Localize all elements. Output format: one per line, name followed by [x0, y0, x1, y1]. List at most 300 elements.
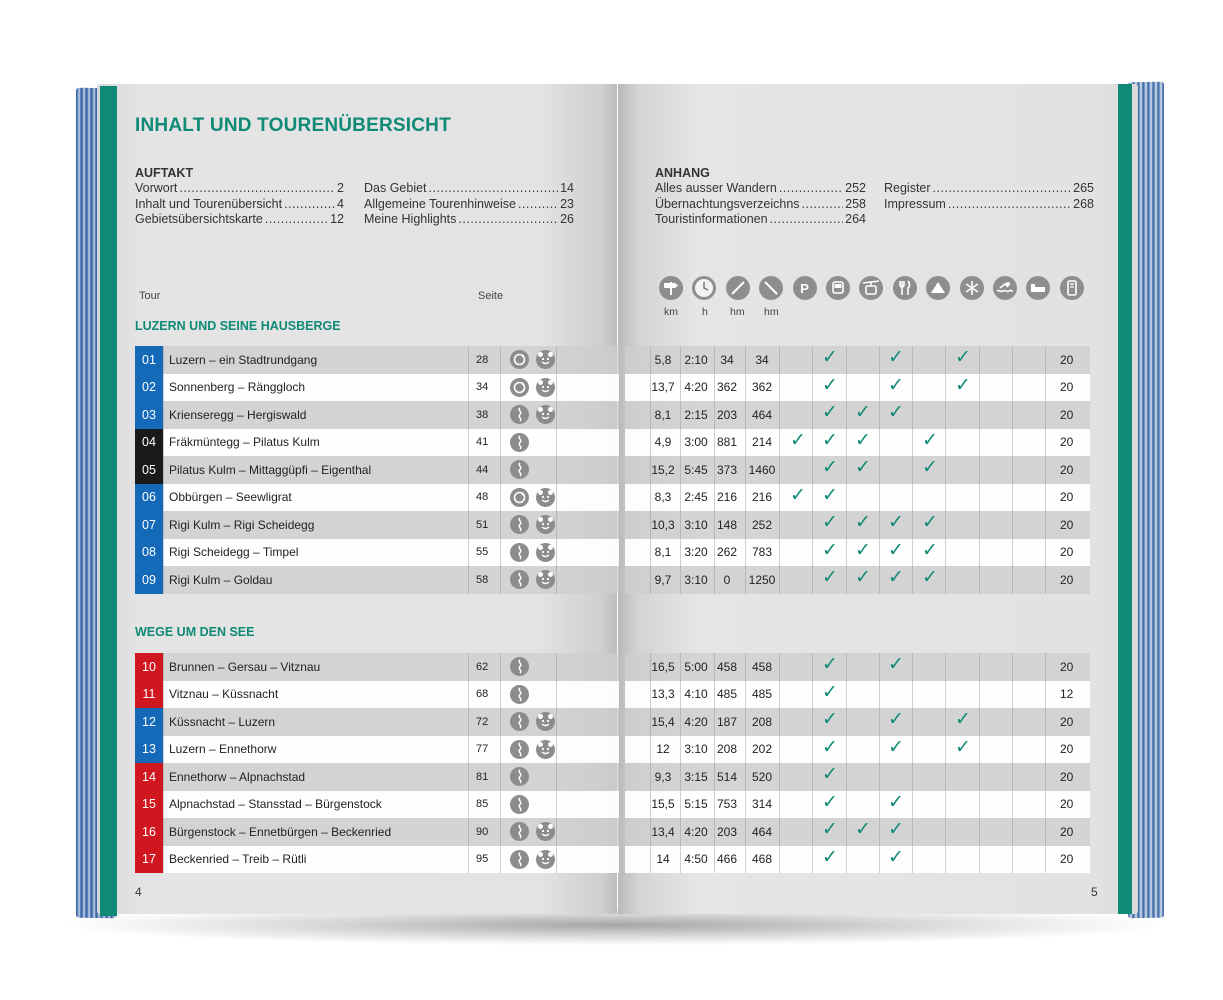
one-way-route-icon	[510, 515, 529, 534]
check-mark: ✓	[955, 736, 971, 758]
section-title-hausberge: LUZERN UND SEINE HAUSBERGE	[135, 319, 341, 333]
toc-entry-label: Register	[884, 181, 931, 195]
check-mark: ✓	[822, 512, 838, 533]
column-divider	[1012, 346, 1013, 594]
check-mark: ✓	[888, 347, 904, 368]
family-friendly-icon	[536, 378, 555, 397]
tour-km: 15,2	[651, 462, 675, 477]
tour-name: Obbürgen – Seewligrat	[169, 490, 292, 505]
round-trip-icon	[510, 488, 529, 507]
unit-km: km	[664, 306, 678, 318]
tour-down: 468	[751, 852, 773, 867]
tour-page: 38	[476, 408, 489, 421]
section-title-see: WEGE UM DEN SEE	[135, 625, 255, 639]
toc-leader-dots	[179, 181, 335, 197]
column-divider	[650, 653, 651, 873]
toc-entry-page: 14	[560, 181, 574, 195]
tour-name: Küssnacht – Luzern	[169, 714, 276, 729]
tour-km: 8,1	[654, 545, 672, 560]
toc-entry	[364, 197, 574, 213]
tour-page: 48	[476, 491, 489, 504]
one-way-route-icon	[510, 405, 529, 424]
column-divider	[1012, 653, 1013, 873]
one-way-route-icon	[510, 685, 529, 704]
tour-page: 44	[476, 463, 489, 476]
check-mark: ✓	[855, 512, 871, 533]
toc-entry-page: 265	[1073, 181, 1094, 195]
tour-km: 14	[656, 852, 670, 867]
column-divider	[812, 653, 813, 873]
check-mark: ✓	[822, 539, 838, 561]
column-divider	[945, 346, 946, 594]
tour-page: 55	[476, 546, 489, 559]
page-number-right: 5	[1091, 885, 1098, 899]
tour-h: 5:15	[684, 797, 708, 812]
tour-name: Luzern – ein Stadtrundgang	[169, 352, 318, 367]
check-mark: ✓	[822, 819, 838, 840]
swimming-icon	[993, 276, 1017, 300]
toc-leader-dots	[265, 212, 328, 228]
column-divider	[745, 653, 746, 873]
winter-icon	[960, 276, 984, 300]
column-divider	[846, 346, 847, 594]
tour-up: 148	[716, 517, 738, 532]
check-mark: ✓	[922, 512, 938, 533]
unit-descent: hm	[764, 306, 779, 318]
column-divider	[979, 346, 980, 594]
tour-km: 13,3	[651, 687, 675, 702]
toc-entry-page: 4	[337, 196, 344, 211]
tour-up: 0	[723, 572, 731, 587]
tour-down: 458	[751, 659, 773, 674]
tour-up: 187	[716, 714, 738, 729]
toc-entry	[884, 197, 1094, 213]
tour-down: 216	[751, 490, 773, 505]
column-divider	[879, 346, 880, 594]
column-divider	[945, 653, 946, 873]
tour-map-number: 20	[1060, 797, 1074, 812]
column-divider	[714, 653, 715, 873]
check-mark: ✓	[855, 457, 871, 478]
family-friendly-icon	[536, 515, 555, 534]
tour-km: 10,3	[651, 517, 675, 532]
tour-up: 262	[716, 545, 738, 560]
anhang-list-2	[884, 181, 1094, 212]
tour-page: 90	[476, 825, 489, 838]
toc-leader-dots	[458, 212, 558, 228]
tour-down: 214	[751, 435, 773, 450]
column-divider	[812, 346, 813, 594]
tour-h: 5:00	[684, 659, 708, 674]
column-divider	[468, 653, 469, 873]
toc-entry	[655, 212, 866, 228]
tour-up: 203	[716, 407, 738, 422]
toc-leader-dots	[802, 197, 844, 213]
tour-h: 5:45	[684, 462, 708, 477]
tour-km: 4,9	[654, 435, 672, 450]
check-mark: ✓	[822, 654, 838, 675]
column-divider	[556, 346, 557, 594]
tour-number-badge: 06	[135, 484, 163, 512]
tour-number-badge: 16	[135, 818, 163, 846]
tour-map-number: 20	[1060, 352, 1074, 367]
tour-h: 3:15	[684, 769, 708, 784]
tour-number-badge: 15	[135, 791, 163, 819]
tour-page: 85	[476, 798, 489, 811]
tour-name: Ennethorw – Alpnachstad	[169, 769, 306, 784]
tour-map-number: 20	[1060, 380, 1074, 395]
tour-number-badge: 07	[135, 511, 163, 539]
column-divider	[500, 653, 501, 873]
toc-entry-label: Vorwort	[135, 181, 178, 195]
tour-page: 72	[476, 715, 489, 728]
column-divider	[500, 346, 501, 594]
ascent-icon	[726, 276, 750, 300]
tour-name: Brunnen – Gersau – Vitznau	[169, 659, 321, 674]
tour-h: 2:15	[684, 407, 708, 422]
tour-up: 34	[720, 352, 734, 367]
tour-km: 5,8	[654, 352, 672, 367]
tour-h: 3:10	[684, 742, 708, 757]
tour-up: 216	[716, 490, 738, 505]
tour-page: 58	[476, 573, 489, 586]
toc-entry-page: 258	[845, 196, 866, 211]
check-mark: ✓	[888, 654, 904, 675]
tour-h: 3:10	[684, 517, 708, 532]
tour-down: 314	[751, 797, 773, 812]
one-way-route-icon	[510, 850, 529, 869]
check-mark: ✓	[888, 512, 904, 533]
tour-map-number: 20	[1060, 852, 1074, 867]
tour-up: 373	[716, 462, 738, 477]
check-mark: ✓	[888, 539, 904, 561]
one-way-route-icon	[510, 570, 529, 589]
toc-entry-label: Allgemeine Tourenhinweise	[364, 196, 516, 211]
tour-down: 464	[751, 824, 773, 839]
tour-up: 485	[716, 687, 738, 702]
check-mark: ✓	[822, 429, 838, 451]
toc-entry-label: Touristinformationen	[655, 212, 768, 226]
tour-up: 458	[716, 659, 738, 674]
tour-h: 3:00	[684, 435, 708, 450]
tour-number-badge: 09	[135, 566, 163, 594]
tour-name: Sonnenberg – Ränggloch	[169, 380, 306, 395]
tour-number-badge: 14	[135, 763, 163, 791]
column-divider	[1045, 653, 1046, 873]
check-mark: ✓	[888, 374, 904, 396]
toc-entry	[135, 181, 344, 197]
check-mark: ✓	[888, 846, 904, 868]
page-number-left: 4	[135, 885, 142, 899]
tour-km: 8,1	[654, 407, 672, 422]
toc-leader-dots	[933, 181, 1072, 197]
check-mark: ✓	[790, 484, 806, 506]
tour-page: 81	[476, 770, 489, 783]
column-divider	[650, 346, 651, 594]
tour-name: Rigi Kulm – Goldau	[169, 572, 273, 587]
signpost-icon	[659, 276, 683, 300]
round-trip-icon	[510, 350, 529, 369]
tour-down: 783	[751, 545, 773, 560]
check-mark: ✓	[955, 374, 971, 396]
check-mark: ✓	[922, 429, 938, 451]
check-mark: ✓	[855, 402, 871, 423]
check-mark: ✓	[822, 791, 838, 813]
tour-map-number: 20	[1060, 769, 1074, 784]
one-way-route-icon	[510, 433, 529, 452]
toc-entry-page: 268	[1073, 196, 1094, 211]
tour-name: Bürgenstock – Ennetbürgen – Beckenried	[169, 824, 392, 839]
check-mark: ✓	[822, 457, 838, 478]
tour-number-badge: 17	[135, 846, 163, 874]
check-mark: ✓	[822, 347, 838, 368]
tour-up: 753	[716, 797, 738, 812]
map-icon	[1060, 276, 1084, 300]
toc-leader-dots	[779, 181, 843, 197]
tour-name: Vitznau – Küssnacht	[169, 687, 279, 702]
tour-name: Pilatus Kulm – Mittaggüpfi – Eigenthal	[169, 462, 372, 477]
tour-down: 464	[751, 407, 773, 422]
column-divider	[163, 346, 164, 594]
toc-entry	[135, 197, 344, 213]
tour-up: 514	[716, 769, 738, 784]
tour-map-number: 20	[1060, 824, 1074, 839]
anhang-list-1	[655, 181, 866, 228]
page-title: INHALT UND TOURENÜBERSICHT	[135, 115, 451, 136]
tour-up: 203	[716, 824, 738, 839]
column-divider	[912, 653, 913, 873]
tour-map-number: 20	[1060, 462, 1074, 477]
column-divider	[879, 653, 880, 873]
tour-number-badge: 04	[135, 429, 163, 457]
family-friendly-icon	[536, 350, 555, 369]
check-mark: ✓	[822, 374, 838, 396]
toc-leader-dots	[429, 181, 559, 197]
bed-icon	[1026, 276, 1050, 300]
tour-map-number: 20	[1060, 407, 1074, 422]
check-mark: ✓	[822, 484, 838, 506]
tour-page: 62	[476, 660, 489, 673]
column-divider	[714, 346, 715, 594]
tour-name: Krienseregg – Hergiswald	[169, 407, 307, 422]
toc-entry-label: Alles ausser Wandern	[655, 181, 777, 195]
family-friendly-icon	[536, 488, 555, 507]
toc-entry	[135, 212, 344, 228]
tour-km: 9,7	[654, 572, 672, 587]
green-margin-bar-left	[100, 86, 117, 916]
tour-name: Beckenried – Treib – Rütli	[169, 852, 307, 867]
column-divider	[163, 653, 164, 873]
column-divider	[680, 653, 681, 873]
tour-km: 13,7	[651, 380, 675, 395]
toc-leader-dots	[518, 197, 558, 213]
family-friendly-icon	[536, 543, 555, 562]
toc-entry-label: Übernachtungsverzeichns	[655, 196, 800, 211]
column-divider	[745, 346, 746, 594]
tour-up: 208	[716, 742, 738, 757]
check-mark: ✓	[922, 567, 938, 588]
toc-entry	[884, 181, 1094, 197]
tour-h: 4:20	[684, 380, 708, 395]
check-mark: ✓	[822, 402, 838, 423]
family-friendly-icon	[536, 740, 555, 759]
toc-entry-label: Gebietsübersichtskarte	[135, 212, 263, 226]
tour-page: 77	[476, 743, 489, 756]
tour-number-badge: 05	[135, 456, 163, 484]
tour-number-badge: 12	[135, 708, 163, 736]
check-mark: ✓	[888, 819, 904, 840]
toc-leader-dots	[770, 212, 844, 228]
toc-entry-page: 264	[845, 212, 866, 226]
tour-map-number: 20	[1060, 659, 1074, 674]
restaurant-icon	[893, 276, 917, 300]
tour-name: Rigi Kulm – Rigi Scheidegg	[169, 517, 315, 532]
tour-km: 9,3	[654, 769, 672, 784]
tour-down: 34	[755, 352, 769, 367]
check-mark: ✓	[822, 846, 838, 868]
tour-page: 95	[476, 853, 489, 866]
tour-km: 15,4	[651, 714, 675, 729]
toc-entry-page: 12	[330, 212, 344, 226]
clock-icon	[692, 276, 716, 300]
descent-icon	[759, 276, 783, 300]
family-friendly-icon	[536, 570, 555, 589]
toc-entry	[655, 181, 866, 197]
tour-km: 12	[656, 742, 670, 757]
column-divider	[556, 653, 557, 873]
check-mark: ✓	[855, 539, 871, 561]
anhang-heading: ANHANG	[655, 166, 710, 180]
tour-map-number: 20	[1060, 490, 1074, 505]
tour-page: 28	[476, 353, 489, 366]
tour-map-number: 12	[1060, 687, 1074, 702]
one-way-route-icon	[510, 740, 529, 759]
column-divider	[779, 346, 780, 594]
toc-entry-label: Impressum	[884, 196, 946, 211]
tour-h: 4:10	[684, 687, 708, 702]
tour-h: 4:20	[684, 824, 708, 839]
tour-number-badge: 08	[135, 539, 163, 567]
parking-icon: P	[793, 276, 817, 300]
one-way-route-icon	[510, 795, 529, 814]
tour-number-badge: 11	[135, 681, 163, 709]
tour-number-badge: 01	[135, 346, 163, 374]
column-page-label: Seite	[478, 290, 504, 302]
check-mark: ✓	[888, 567, 904, 588]
tour-down: 202	[751, 742, 773, 757]
tour-h: 3:20	[684, 545, 708, 560]
toc-leader-dots	[284, 197, 335, 213]
unit-hours: h	[702, 306, 708, 318]
toc-leader-dots	[948, 197, 1071, 213]
column-divider	[468, 346, 469, 594]
check-mark: ✓	[888, 709, 904, 730]
toc-entry	[364, 212, 574, 228]
family-friendly-icon	[536, 712, 555, 731]
check-mark: ✓	[822, 567, 838, 588]
check-mark: ✓	[822, 736, 838, 758]
toc-entry-page: 23	[560, 196, 574, 211]
auftakt-list-2	[364, 181, 574, 228]
one-way-route-icon	[510, 767, 529, 786]
check-mark: ✓	[888, 402, 904, 423]
tour-page: 51	[476, 518, 489, 531]
tour-km: 8,3	[654, 490, 672, 505]
one-way-route-icon	[510, 543, 529, 562]
tour-name: Fräkmüntegg – Pilatus Kulm	[169, 435, 320, 450]
toc-entry-page: 2	[337, 181, 344, 195]
tour-up: 362	[716, 380, 738, 395]
tour-up: 466	[716, 852, 738, 867]
one-way-route-icon	[510, 712, 529, 731]
family-friendly-icon	[536, 405, 555, 424]
toc-entry-page: 26	[560, 212, 574, 226]
tour-page: 41	[476, 436, 489, 449]
tour-page: 68	[476, 688, 489, 701]
check-mark: ✓	[955, 709, 971, 730]
column-tour-label: Tour	[139, 290, 161, 302]
tour-name: Luzern – Ennethorw	[169, 742, 277, 757]
unit-ascent: hm	[730, 306, 745, 318]
tour-down: 1460	[748, 462, 776, 477]
check-mark: ✓	[790, 429, 806, 451]
column-divider	[912, 346, 913, 594]
toc-entry-label: Meine Highlights	[364, 212, 457, 226]
check-mark: ✓	[855, 819, 871, 840]
tour-h: 2:45	[684, 490, 708, 505]
tour-name: Rigi Scheidegg – Timpel	[169, 545, 299, 560]
cable-car-icon	[859, 276, 883, 300]
toc-entry	[655, 197, 866, 213]
tour-map-number: 20	[1060, 572, 1074, 587]
check-mark: ✓	[922, 457, 938, 478]
auftakt-heading: AUFTAKT	[135, 166, 194, 180]
bus-icon	[826, 276, 850, 300]
tour-number-badge: 10	[135, 653, 163, 681]
auftakt-list-1	[135, 181, 344, 228]
tour-down: 520	[751, 769, 773, 784]
one-way-route-icon	[510, 657, 529, 676]
column-divider	[979, 653, 980, 873]
tour-map-number: 20	[1060, 742, 1074, 757]
check-mark: ✓	[822, 764, 838, 785]
tour-number-badge: 03	[135, 401, 163, 429]
tour-number-badge: 13	[135, 736, 163, 764]
check-mark: ✓	[855, 567, 871, 588]
tour-down: 362	[751, 380, 773, 395]
tour-h: 4:20	[684, 714, 708, 729]
tour-km: 15,5	[651, 797, 675, 812]
toc-entry	[364, 181, 574, 197]
tour-map-number: 20	[1060, 435, 1074, 450]
check-mark: ✓	[855, 429, 871, 451]
tour-down: 485	[751, 687, 773, 702]
check-mark: ✓	[822, 709, 838, 730]
tour-down: 208	[751, 714, 773, 729]
one-way-route-icon	[510, 822, 529, 841]
tour-name: Alpnachstad – Stansstad – Bürgenstock	[169, 797, 382, 812]
tour-number-badge: 02	[135, 374, 163, 402]
tour-km: 13,4	[651, 824, 675, 839]
family-friendly-icon	[536, 822, 555, 841]
round-trip-icon	[510, 378, 529, 397]
toc-entry-label: Inhalt und Tourenübersicht	[135, 196, 283, 211]
green-margin-bar-right	[1118, 84, 1132, 914]
toc-entry-page: 252	[845, 181, 866, 195]
tour-h: 2:10	[684, 352, 708, 367]
tour-up: 881	[716, 435, 738, 450]
hut-icon	[926, 276, 950, 300]
